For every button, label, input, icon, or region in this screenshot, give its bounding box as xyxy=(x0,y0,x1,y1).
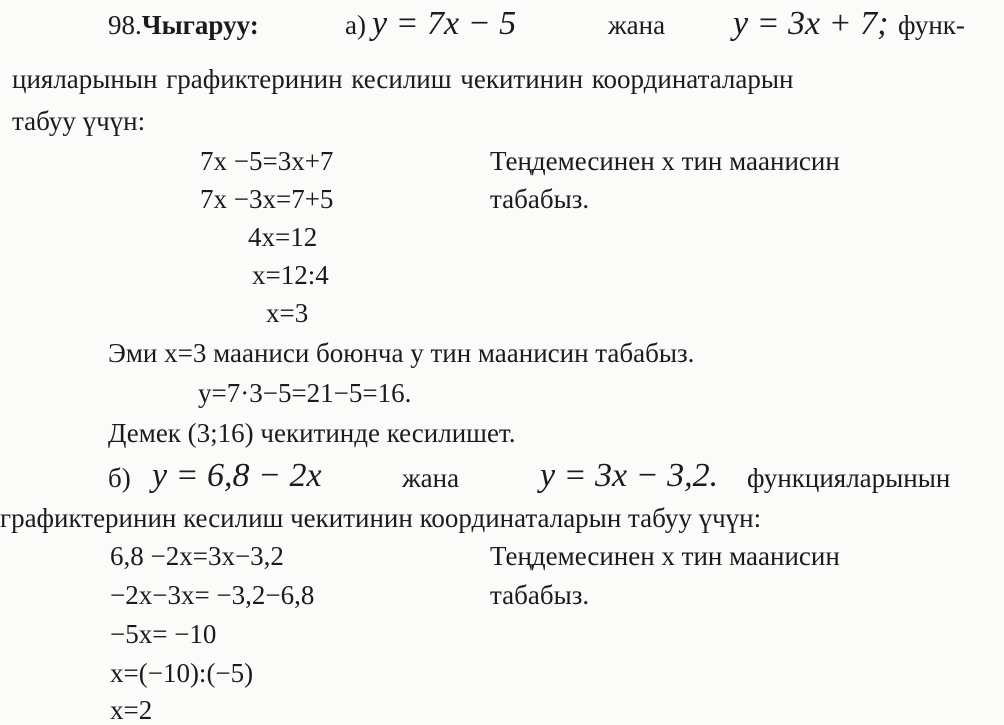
part-a-and: жана xyxy=(608,10,666,40)
part-a-conclusion: Демек (3;16) чекитинде кесилишет. xyxy=(108,418,516,448)
part-b-function-1: y = 6,8 − 2x xyxy=(152,457,322,494)
part-a-step-1: 7x −5=3x+7 xyxy=(200,146,334,176)
solution-heading: Чыгаруу: xyxy=(141,10,259,40)
part-a-now-line: Эми x=3 мааниси боюнча у тин маанисин табабыз. xyxy=(108,338,695,368)
part-b-step-1: 6,8 −2x=3x−3,2 xyxy=(110,541,284,571)
part-b-step-3: −5x= −10 xyxy=(110,619,217,649)
part-b-step-5: x=2 xyxy=(110,695,153,725)
part-b-function-2: y = 3x − 3,2. xyxy=(540,457,719,494)
part-a-step-4: x=12:4 xyxy=(252,260,329,290)
part-a-label: а) xyxy=(345,10,366,40)
part-b-note-line-1: Теңдемесинен x тин маанисин xyxy=(490,541,840,571)
part-b-note-line-2: табабыз. xyxy=(490,580,590,610)
part-b-intro-line-2: графиктеринин кесилиш чекитинин координаталарын табуу үчүн: xyxy=(0,503,762,533)
part-a-function-1: y = 7x − 5 xyxy=(372,5,517,42)
part-b-label: б) xyxy=(108,463,131,493)
part-a-note-line-2: табабыз. xyxy=(490,184,590,214)
part-a-y-calculation: y=7·3−5=21−5=16. xyxy=(198,378,412,408)
part-b-step-4: x=(−10):(−5) xyxy=(110,658,254,688)
part-a-function-2: y = 3x + 7; xyxy=(733,5,889,42)
part-b-step-2: −2x−3x= −3,2−6,8 xyxy=(110,580,315,610)
part-b-intro-end: функцияларынын xyxy=(747,463,951,493)
part-a-step-5: x=3 xyxy=(266,298,309,328)
problem-number: 98. xyxy=(108,10,142,40)
part-a-step-3: 4x=12 xyxy=(248,222,318,252)
part-a-step-2: 7x −3x=7+5 xyxy=(200,184,334,214)
part-a-note-line-1: Теңдемесинен x тин маанисин xyxy=(490,146,840,176)
part-b-and: жана xyxy=(402,463,460,493)
part-a-intro-end: функ- xyxy=(898,10,965,40)
part-a-intro-line-3: табуу үчүн: xyxy=(12,106,146,136)
part-a-intro-line-2: цияларынын графиктеринин кесилиш чекитинин координаталарын xyxy=(12,64,794,94)
problem-heading-line xyxy=(108,12,259,39)
